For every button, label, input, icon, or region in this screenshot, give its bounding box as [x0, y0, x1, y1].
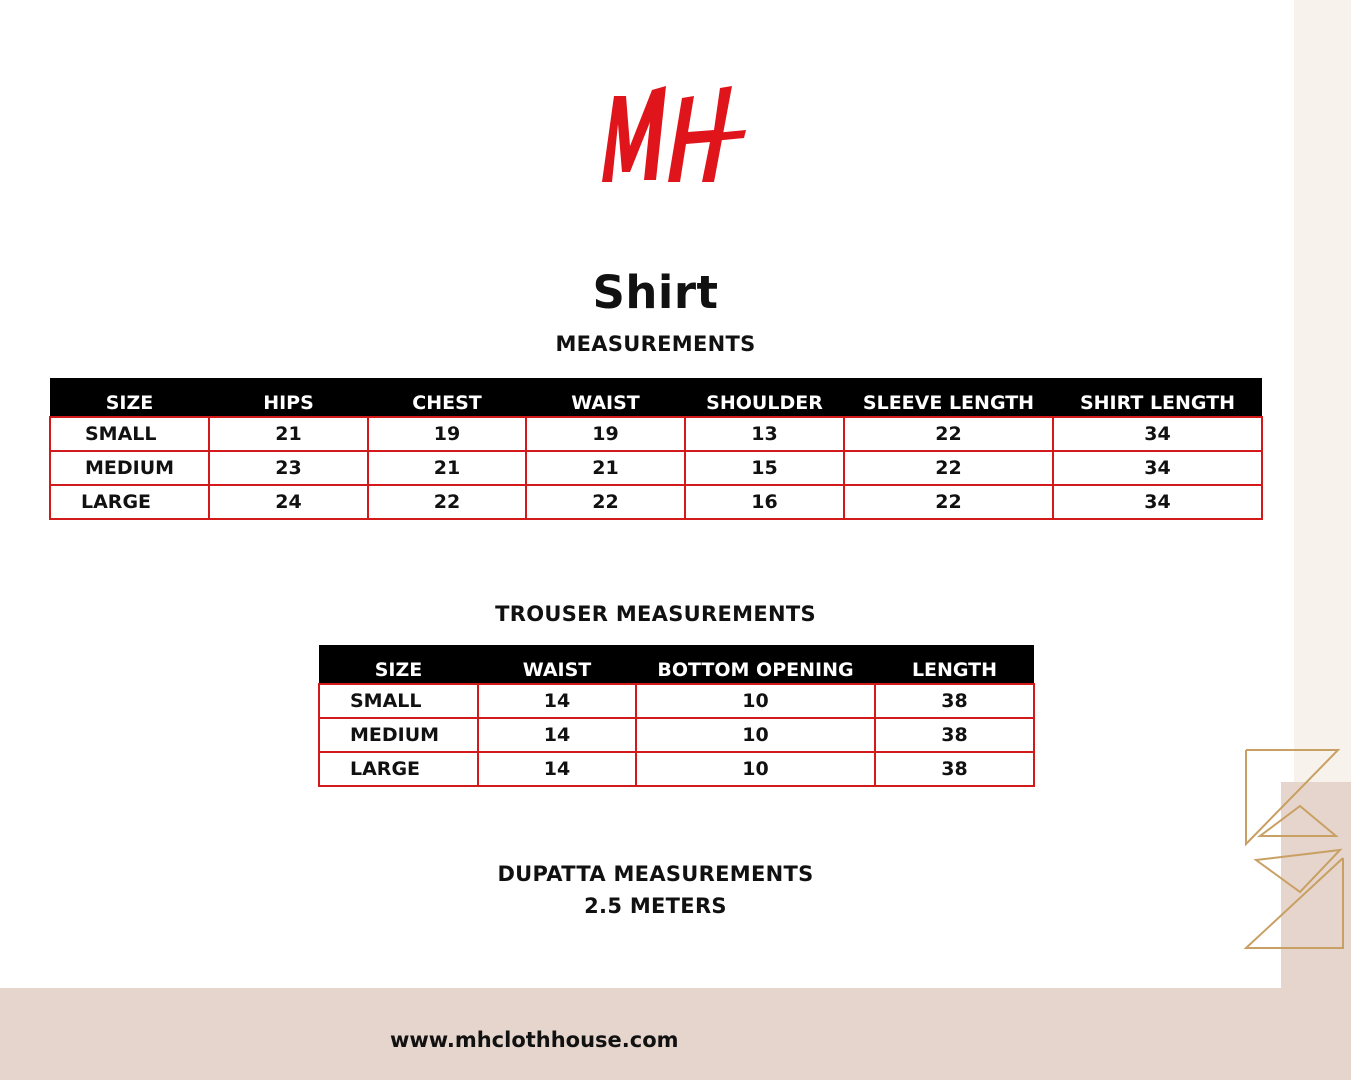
table-cell: 19: [526, 417, 685, 451]
table-header-row: [50, 378, 1262, 417]
size-label: MEDIUM: [50, 451, 209, 485]
table-row: [50, 485, 1262, 519]
header-length: LENGTH: [875, 645, 1034, 684]
table-cell: 21: [368, 451, 526, 485]
table-cell: 22: [844, 417, 1053, 451]
header-shoulder: SHOULDER: [685, 378, 844, 417]
shirt-measurements-table: [49, 378, 1263, 520]
table-cell: 14: [478, 718, 636, 752]
table-cell: 34: [1053, 417, 1262, 451]
table-cell: 23: [209, 451, 368, 485]
header-hips: HIPS: [209, 378, 368, 417]
table-cell: 22: [844, 485, 1053, 519]
table-cell: 16: [685, 485, 844, 519]
table-cell: 10: [636, 718, 875, 752]
size-label: MEDIUM: [319, 718, 478, 752]
dupatta-title: DUPATTA MEASUREMENTS: [497, 862, 814, 886]
table-row: [50, 451, 1262, 485]
table-cell: 14: [478, 752, 636, 786]
size-label: LARGE: [50, 485, 209, 519]
size-label: SMALL: [50, 417, 209, 451]
table-cell: 34: [1053, 451, 1262, 485]
mh-logo: [596, 76, 756, 188]
header-chest: CHEST: [368, 378, 526, 417]
header-waist: WAIST: [526, 378, 685, 417]
website-link[interactable]: www.mhclothhouse.com: [390, 1028, 679, 1052]
table-cell: 10: [636, 752, 875, 786]
table-cell: 38: [875, 684, 1034, 718]
table-cell: 10: [636, 684, 875, 718]
size-label: SMALL: [319, 684, 478, 718]
trouser-title: TROUSER MEASUREMENTS: [495, 602, 816, 626]
header-size: SIZE: [50, 378, 209, 417]
table-row: [319, 752, 1034, 786]
table-cell: 38: [875, 718, 1034, 752]
geometric-decoration: [1240, 736, 1351, 956]
table-cell: 21: [526, 451, 685, 485]
table-cell: 13: [685, 417, 844, 451]
header-shirt-length: SHIRT LENGTH: [1053, 378, 1262, 417]
table-cell: 22: [844, 451, 1053, 485]
shirt-title: Shirt: [592, 266, 719, 319]
table-header-row: [319, 645, 1034, 684]
table-row: [319, 684, 1034, 718]
header-bottom-opening: BOTTOM OPENING: [636, 645, 875, 684]
size-label: LARGE: [319, 752, 478, 786]
table-row: [50, 417, 1262, 451]
table-cell: 38: [875, 752, 1034, 786]
table-cell: 14: [478, 684, 636, 718]
shirt-subtitle: MEASUREMENTS: [555, 332, 756, 356]
table-cell: 22: [368, 485, 526, 519]
table-row: [319, 718, 1034, 752]
table-cell: 19: [368, 417, 526, 451]
table-cell: 22: [526, 485, 685, 519]
table-cell: 15: [685, 451, 844, 485]
table-cell: 21: [209, 417, 368, 451]
trouser-measurements-table: [318, 645, 1035, 787]
header-waist: WAIST: [478, 645, 636, 684]
header-sleeve-length: SLEEVE LENGTH: [844, 378, 1053, 417]
table-cell: 34: [1053, 485, 1262, 519]
table-cell: 24: [209, 485, 368, 519]
dupatta-value: 2.5 METERS: [584, 894, 727, 918]
header-size: SIZE: [319, 645, 478, 684]
